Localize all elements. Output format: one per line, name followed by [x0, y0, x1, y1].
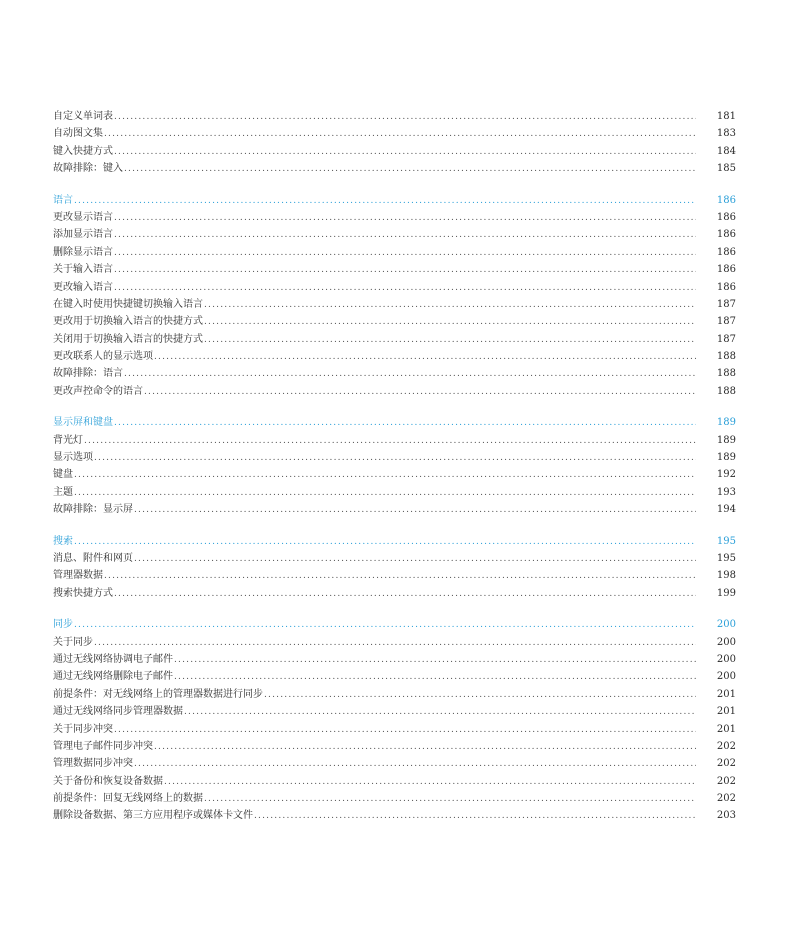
toc-entry[interactable]: [53, 432, 736, 449]
toc-entry-title: 管理数据同步冲突: [53, 758, 133, 770]
toc-entry-page: 201: [716, 706, 736, 718]
toc-entry[interactable]: [53, 383, 736, 400]
toc-entry[interactable]: [53, 703, 736, 720]
toc-section-language: [53, 192, 736, 401]
toc-entry-page: 194: [716, 504, 736, 516]
toc-entry[interactable]: [53, 125, 736, 142]
dot-leader: [114, 722, 696, 739]
toc-entry[interactable]: [53, 466, 736, 483]
dot-leader: [124, 161, 696, 178]
toc-entry-title: 添加显示语言: [53, 229, 113, 241]
toc-entry-page: 203: [716, 810, 736, 822]
toc-entry[interactable]: [53, 160, 736, 177]
dot-leader: [94, 450, 696, 467]
toc-entry[interactable]: [53, 296, 736, 313]
dot-leader: [74, 534, 696, 551]
toc-entry-page: 186: [716, 211, 736, 223]
toc-entry-page: 188: [716, 385, 736, 397]
dot-leader: [204, 297, 696, 314]
toc-entry-page: 200: [716, 653, 736, 665]
toc-entry-title: 关于同步冲突: [53, 723, 113, 735]
toc-entry-page: 187: [716, 333, 736, 345]
toc-section-heading[interactable]: [53, 616, 736, 633]
dot-leader: [144, 384, 696, 401]
toc-entry-title: 自定义单词表: [53, 111, 113, 122]
toc-entry-title: 搜索快捷方式: [53, 587, 113, 599]
dot-leader: [114, 262, 696, 279]
toc-entry-title: 关闭用于切换输入语言的快捷方式: [53, 333, 203, 345]
toc-entry[interactable]: [53, 501, 736, 518]
toc-entry-title: 更改输入语言: [53, 281, 113, 293]
toc-entry-page: 192: [716, 469, 736, 481]
dot-leader: [174, 669, 696, 686]
toc-entry-page: 202: [716, 775, 736, 787]
toc-entry-title: 背光灯: [53, 434, 83, 446]
toc-entry-page: 184: [716, 145, 736, 157]
dot-leader: [114, 210, 696, 227]
dot-leader: [154, 739, 696, 756]
dot-leader: [104, 568, 696, 585]
toc-heading-title: 显示屏和键盘: [53, 417, 113, 429]
toc-entry-page: 189: [716, 434, 736, 446]
toc-entry-title: 通过无线网络同步管理器数据: [53, 706, 183, 718]
toc-entry[interactable]: [53, 365, 736, 382]
toc-entry-page: 201: [716, 723, 736, 735]
dot-leader: [134, 756, 696, 773]
toc-entry[interactable]: [53, 634, 736, 651]
toc-entry[interactable]: [53, 773, 736, 790]
toc-heading-title: 搜索: [53, 535, 73, 547]
toc-entry[interactable]: [53, 738, 736, 755]
toc-entry-page: 200: [716, 636, 736, 648]
toc-entry-title: 键盘: [53, 469, 73, 481]
dot-leader: [254, 808, 696, 825]
toc-entry-page: 183: [716, 128, 736, 140]
dot-leader: [84, 433, 696, 450]
toc-entry[interactable]: [53, 585, 736, 602]
toc-entry[interactable]: [53, 209, 736, 226]
toc-entry[interactable]: [53, 790, 736, 807]
toc-entry-title: 消息、附件和网页: [53, 552, 133, 564]
toc-entry-title: 删除显示语言: [53, 246, 113, 258]
dot-leader: [114, 586, 696, 603]
toc-entry-page: 202: [716, 758, 736, 770]
toc-entry-title: 更改用于切换输入语言的快捷方式: [53, 316, 203, 328]
dot-leader: [104, 126, 696, 143]
toc-entry[interactable]: [53, 651, 736, 668]
dot-leader: [204, 314, 696, 331]
table-of-contents: [53, 108, 736, 839]
toc-entry-title: 在键入时使用快捷键切换输入语言: [53, 298, 203, 310]
dot-leader: [134, 551, 696, 568]
dot-leader: [204, 791, 696, 808]
toc-entry-title: 显示选项: [53, 452, 93, 464]
toc-entry-page: 188: [716, 351, 736, 363]
toc-entry-title: 通过无线网络删除电子邮件: [53, 671, 173, 683]
dot-leader: [124, 366, 696, 383]
toc-entry[interactable]: [53, 279, 736, 296]
toc-entry-title: 更改显示语言: [53, 211, 113, 223]
toc-entry-title: 前提条件：对无线网络上的管理器数据进行同步: [53, 688, 263, 700]
toc-entry-title: 关于输入语言: [53, 264, 113, 276]
toc-entry-page: 202: [716, 740, 736, 752]
toc-heading-page: 195: [716, 535, 736, 547]
toc-entry[interactable]: [53, 686, 736, 703]
toc-entry-page: 195: [716, 552, 736, 564]
toc-entry-page: 188: [716, 368, 736, 380]
toc-entry-title: 自动图文集: [53, 128, 103, 140]
dot-leader: [74, 467, 696, 484]
dot-leader: [74, 193, 696, 210]
toc-entry[interactable]: [53, 348, 736, 365]
toc-entry[interactable]: [53, 721, 736, 738]
toc-entry-page: 193: [716, 486, 736, 498]
dot-leader: [114, 415, 696, 432]
toc-entry-page: 189: [716, 452, 736, 464]
dot-leader: [114, 109, 696, 126]
toc-entry-title: 管理电子邮件同步冲突: [53, 740, 153, 752]
toc-entry-title: 更改联系人的显示选项: [53, 351, 153, 363]
toc-entry[interactable]: [53, 668, 736, 685]
dot-leader: [94, 635, 696, 652]
toc-entry-page: 186: [716, 246, 736, 258]
toc-entry[interactable]: [53, 244, 736, 261]
toc-entry-page: 202: [716, 793, 736, 805]
toc-section-heading[interactable]: [53, 533, 736, 550]
toc-section-display-keyboard: [53, 414, 736, 518]
toc-entry-page: 198: [716, 570, 736, 582]
toc-entry[interactable]: [53, 567, 736, 584]
toc-entry-page: 187: [716, 316, 736, 328]
toc-entry[interactable]: [53, 331, 736, 348]
toc-section-sync: [53, 616, 736, 825]
toc-entry[interactable]: [53, 755, 736, 772]
toc-section-continued: [53, 108, 736, 178]
dot-leader: [184, 704, 696, 721]
toc-entry-page: 201: [716, 688, 736, 700]
dot-leader: [74, 617, 696, 634]
toc-entry-title: 关于同步: [53, 636, 93, 648]
dot-leader: [264, 687, 696, 704]
dot-leader: [74, 485, 696, 502]
dot-leader: [154, 349, 696, 366]
toc-entry[interactable]: [53, 807, 736, 824]
toc-entry-title: 更改声控命令的语言: [53, 385, 143, 397]
toc-entry[interactable]: [53, 550, 736, 567]
dot-leader: [174, 652, 696, 669]
toc-section-heading[interactable]: [53, 192, 736, 209]
dot-leader: [164, 774, 696, 791]
dot-leader: [114, 280, 696, 297]
toc-entry-page: 186: [716, 229, 736, 241]
dot-leader: [114, 144, 696, 161]
toc-heading-title: 语言: [53, 194, 73, 206]
toc-entry-title: 删除设备数据、第三方应用程序或媒体卡文件: [53, 810, 253, 822]
dot-leader: [114, 245, 696, 262]
toc-entry[interactable]: [53, 449, 736, 466]
toc-heading-page: 200: [716, 619, 736, 631]
toc-heading-title: 同步: [53, 619, 73, 631]
toc-heading-page: 189: [716, 417, 736, 429]
toc-entry[interactable]: [53, 108, 736, 125]
toc-entry[interactable]: [53, 484, 736, 501]
toc-entry-title: 前提条件：回复无线网络上的数据: [53, 793, 203, 805]
toc-entry[interactable]: [53, 226, 736, 243]
dot-leader: [204, 332, 696, 349]
toc-entry-title: 管理器数据: [53, 570, 103, 582]
toc-section-heading[interactable]: [53, 414, 736, 431]
toc-entry[interactable]: [53, 313, 736, 330]
toc-entry-title: 故障排除：键入: [53, 163, 123, 175]
dot-leader: [134, 502, 696, 519]
toc-entry-page: 187: [716, 298, 736, 310]
toc-entry[interactable]: [53, 261, 736, 278]
toc-entry-title: 关于备份和恢复设备数据: [53, 775, 163, 787]
toc-section-search: [53, 533, 736, 603]
dot-leader: [114, 227, 696, 244]
toc-heading-page: 186: [716, 194, 736, 206]
toc-entry-title: 主题: [53, 486, 73, 498]
toc-entry-title: 通过无线网络协调电子邮件: [53, 653, 173, 665]
toc-entry-title: 键入快捷方式: [53, 145, 113, 157]
toc-entry-page: 185: [716, 163, 736, 175]
toc-entry[interactable]: [53, 143, 736, 160]
toc-entry-page: 200: [716, 671, 736, 683]
toc-entry-title: 故障排除：语言: [53, 368, 123, 380]
toc-entry-page: 186: [716, 281, 736, 293]
toc-entry-page: 199: [716, 587, 736, 599]
toc-entry-page: 181: [716, 111, 736, 122]
toc-entry-page: 186: [716, 264, 736, 276]
toc-entry-title: 故障排除：显示屏: [53, 504, 133, 516]
